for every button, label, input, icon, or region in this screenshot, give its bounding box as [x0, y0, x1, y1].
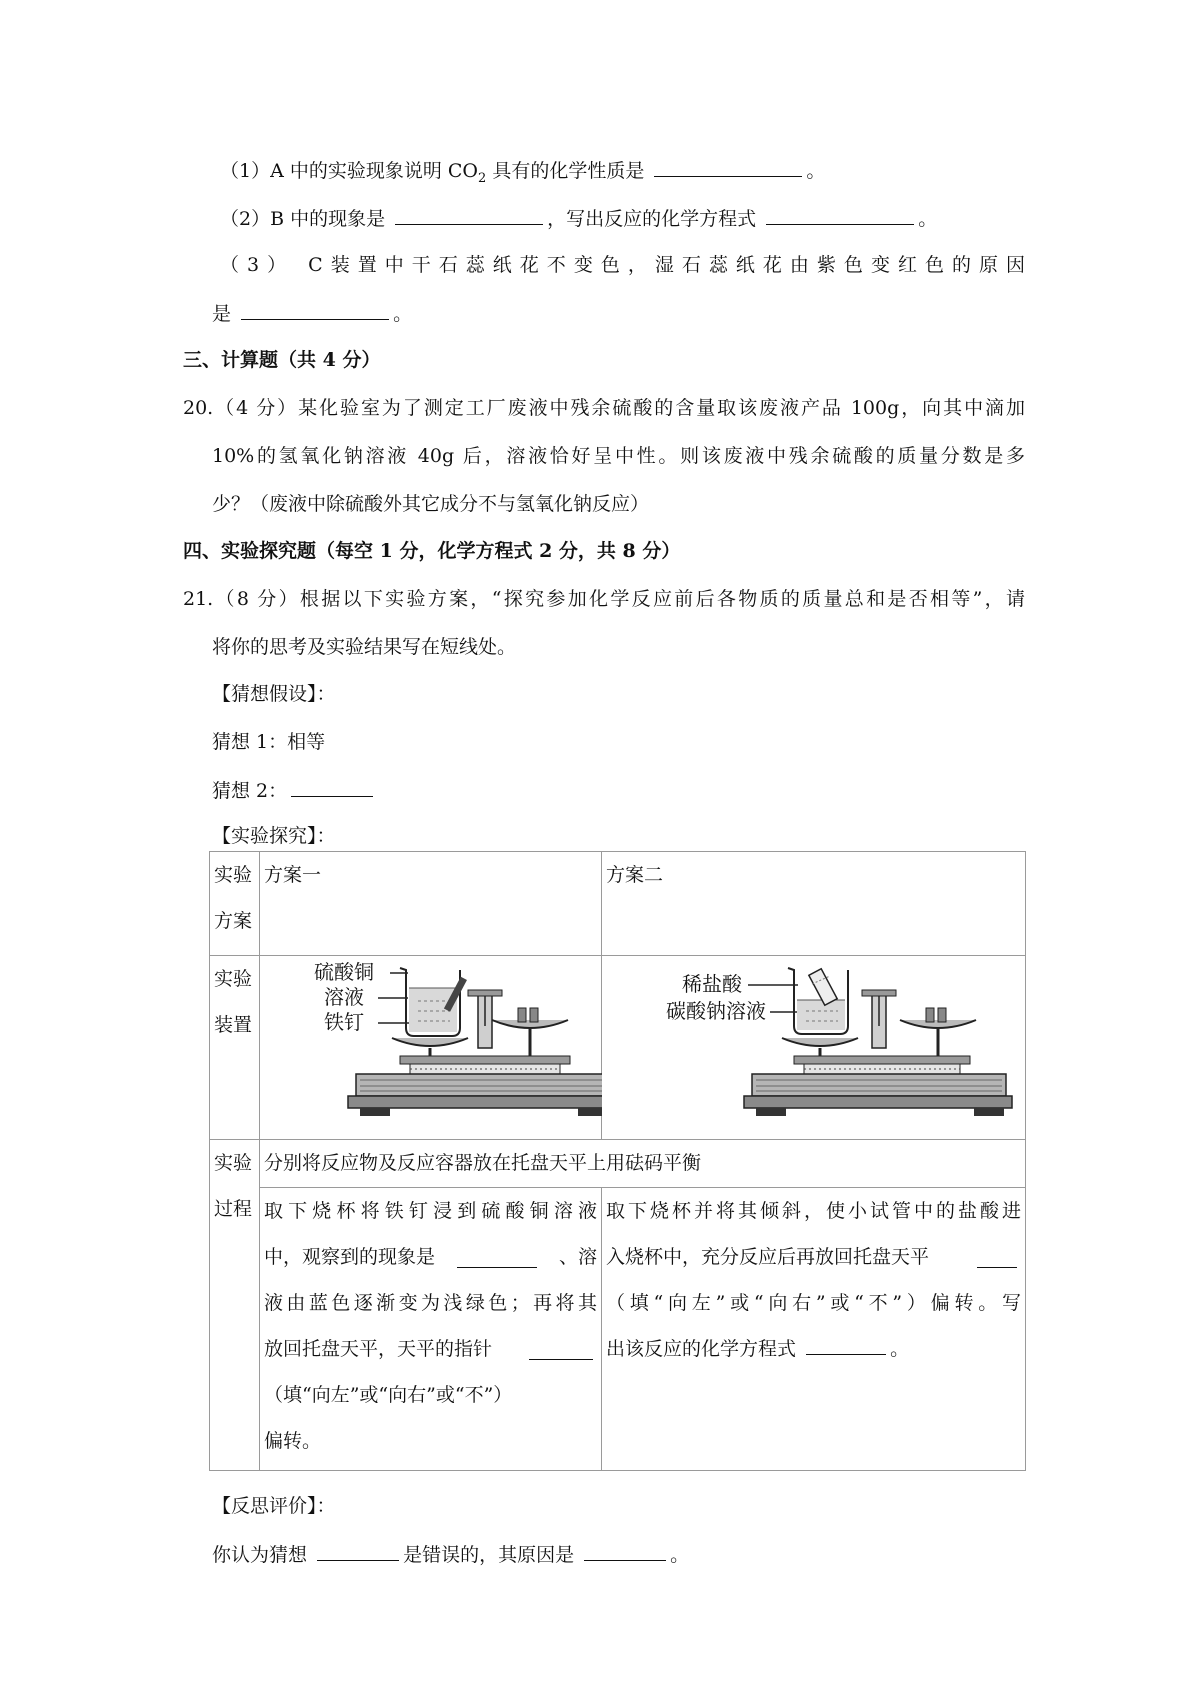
answer-blank[interactable] — [529, 1339, 593, 1360]
answer-blank[interactable] — [395, 204, 543, 225]
hypothesis-1: 猜想 1：相等 — [212, 731, 326, 753]
answer-blank[interactable] — [241, 299, 389, 320]
label-sodium-carbonate: 碳酸钠溶液 — [666, 999, 766, 1023]
weight-icon — [938, 1008, 946, 1022]
label-copper-sulfate: 硫酸铜 — [314, 960, 374, 984]
balance-icon — [752, 1074, 1006, 1096]
q19-sub2: （2）B 中的现象是 ，写出反应的化学方程式 。 — [220, 204, 937, 232]
table-row — [210, 1140, 1026, 1188]
label-iron-nail: 铁钉 — [324, 1010, 364, 1034]
reflect-line: 你认为猜想 是错误的，其原因是 。 — [212, 1540, 689, 1568]
procedure-1: 取下烧杯将铁钉浸到硫酸铜溶液 中，观察到的现象是 、溶 液由蓝色逐渐变为浅绿色；再将其 放回托盘天平，天平的指针 （填“向左”或“向右”或“不”） 偏转。 — [260, 1188, 602, 1471]
plan-2-title: 方案二 — [602, 852, 1026, 956]
balance-diagram-2 — [602, 956, 1026, 1122]
answer-blank[interactable] — [766, 204, 914, 225]
hypothesis-heading: 【猜想假设】： — [212, 683, 336, 705]
weight-icon — [926, 1008, 934, 1022]
q20-line2: 10%的氢氧化钠溶液 40g 后，溶液恰好呈中性。则该废液中残余硫酸的质量分数是多 — [212, 445, 1025, 467]
q21-line2: 将你的思考及实验结果写在短线处。 — [212, 636, 517, 658]
answer-blank[interactable] — [457, 1247, 537, 1268]
experiment-table — [209, 851, 1026, 1471]
q21-line1: 21.（8 分）根据以下实验方案，“探究参加化学反应前后各物质的质量总和是否相等”，请 — [183, 588, 1025, 610]
balance-diagram-1 — [260, 956, 602, 1122]
reflect-heading: 【反思评价】： — [212, 1495, 336, 1517]
q19-sub3-line2: 是 。 — [212, 299, 412, 327]
hypothesis-2: 猜想 2： — [212, 776, 377, 804]
common-procedure: 分别将反应物及反应容器放在托盘天平上用砝码平衡 — [260, 1140, 1026, 1188]
section-title: 四、实验探究题（每空 1 分，化学方程式 2 分，共 8 分） — [183, 540, 681, 562]
row-label: 实验 方案 — [210, 852, 260, 956]
table-row — [210, 956, 1026, 1140]
answer-blank[interactable] — [977, 1247, 1017, 1268]
answer-blank[interactable] — [584, 1540, 666, 1561]
weight-icon — [518, 1008, 526, 1022]
plan-1-title: 方案一 — [260, 852, 602, 956]
procedure-2: 取下烧杯并将其倾斜，使小试管中的盐酸进 入烧杯中，充分反应后再放回托盘天平 （填“向左”或“向右”或“不”）偏转。写 出该反应的化学方程式 。 — [602, 1188, 1026, 1471]
apparatus-2 — [602, 956, 1026, 1140]
explore-heading: 【实验探究】： — [212, 825, 336, 847]
table-row — [210, 1188, 1026, 1471]
q20-line1: 20.（4 分）某化验室为了测定工厂废液中残余硫酸的含量取该废液产品 100g，向其中滴加 — [183, 397, 1025, 419]
answer-blank[interactable] — [291, 776, 373, 797]
answer-blank[interactable] — [317, 1540, 399, 1561]
q19-sub1: （1）A 中的实验现象说明 $CO_2$ 具有的化学性质是 。 — [220, 156, 825, 192]
answer-blank[interactable] — [654, 156, 802, 177]
balance-icon — [356, 1074, 602, 1096]
q19-sub3-line1: （3） C装置中干石蕊纸花不变色，湿石蕊纸花由紫色变红色的原因 — [220, 254, 1025, 276]
label-dilute-hcl: 稀盐酸 — [682, 972, 742, 996]
label-solution: 溶液 — [324, 985, 364, 1009]
row-label: 实验 过程 — [210, 1140, 260, 1471]
row-label: 实验 装置 — [210, 956, 260, 1140]
answer-blank[interactable] — [806, 1334, 886, 1355]
table-row — [210, 852, 1026, 956]
apparatus-1 — [260, 956, 602, 1140]
q20-line3: 少？（废液中除硫酸外其它成分不与氢氧化钠反应） — [212, 493, 650, 515]
section-title: 三、计算题（共 4 分） — [183, 349, 381, 371]
weight-icon — [530, 1008, 538, 1022]
